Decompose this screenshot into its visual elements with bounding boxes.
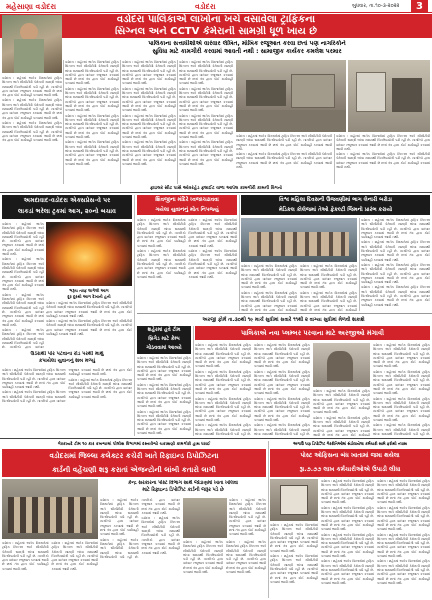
bottom-left-subhead [100,480,266,496]
lead-photo-signals [348,60,430,132]
medical-headline-1: વિશ્વ મહિલા દિવસની ઉજવણીમાં ભાગ લેનારી બરોડા [279,197,392,203]
fireman-headline-2: બ્રિગેડ માટે કેમ્પ [148,336,180,342]
temple-headline-1: શિવજીના મંદિરે ધ્વજાચઢાવવા [155,197,219,203]
bottom-right-headline-2: રૂા.૭.૭૭ લાખ કર્મચારીઓએ ઉપાડી લીધા [299,466,401,473]
lead-body-col-5: વડોદરા : શહેરમાં અનેક વિસ્તારોમાં ટ્રાફિક સિગ્નલ અને સીસીટીવી કેમેરાની સામગ્રી લાંબા સમયથી બિનઉપયોગી પડી રહી છે. નાગરિકો દ્વારા વારંવાર રજૂઆત કરવામાં આવી છે છતાં તંત્ર દ્વારા કોઈ કાર્યવાહી કરવામાં આવી નથી. વડોદરા : શહેરમાં અનેક વિસ્તારોમાં ટ્રાફિક સિગ્નલ અને સીસીટીવી કેમેરાની સામગ્રી લાંબા સમયથી બિનઉપયોગી પડી રહી છે. નાગરિકો દ્વારા વારંવાર રજૂઆત કરવામાં આવી છે છતાં તંત્ર દ્વારા કોઈ કાર્યવાહી કરવામાં આવી નથી. [236,134,332,170]
bottom-left-subhead-2: માટે રિફાઇન્ડ ડિપોઝિટ કાર્ડની જરૂર પડે છે [142,488,224,493]
fire-caption-1: ભરૂચ તરફ લાગેલી આગ [69,288,109,293]
bottom-left-body-col-4: વડોદરા : શહેરમાં અનેક વિસ્તારોમાં ટ્રાફિક સિગ્નલ અને સીસીટીવી કેમેરાની સામગ્રી લાંબા સમયથી બિનઉપયોગી પડી રહી છે. નાગરિકો દ્વારા વારંવાર રજૂઆત કરવામાં આવી છે છતાં તંત્ર દ્વારા કોઈ કાર્યવાહી કરવામાં આવી નથી. [229,498,266,537]
lead-body-col-2: વડોદરા : શહેરમાં અનેક વિસ્તારોમાં ટ્રાફિક સિગ્નલ અને સીસીટીવી કેમેરાની સામગ્રી લાંબા સમયથી બિનઉપયોગી પડી રહી છે. નાગરિકો દ્વારા વારંવાર રજૂઆત કરવામાં આવી છે છતાં તંત્ર દ્વારા કોઈ કાર્યવાહી કરવામાં આવી નથી. વડોદરા : શહેરમાં અનેક વિસ્તારોમાં ટ્રાફિક સિગ્નલ અને સીસીટીવી કેમેરાની સામગ્રી લાંબા સમયથી બિનઉપયોગી પડી રહી છે. નાગરિકો દ્વારા વારંવાર રજૂઆત કરવામાં આવી છે છતાં તંત્ર દ્વારા કોઈ કાર્યવાહી કરવામાં આવી નથી. વડોદરા : શહેરમાં અનેક વિસ્તારોમાં ટ્રાફિક સિગ્નલ અને સીસીટીવી કેમેરાની સામગ્રી લાંબા સમયથી બિનઉપયોગી પડી રહી છે. નાગરિકો દ્વારા વારંવાર રજૂઆત કરવામાં આવી છે છતાં તંત્ર દ્વારા કોઈ કાર્યવાહી કરવામાં આવી નથી. વડોદરા : શહેરમાં અનેક વિસ્તારોમાં ટ્રાફિક સિગ્નલ અને સીસીટીવી કેમેરાની સામગ્રી લાંબા સમયથી બિનઉપયોગી પડી રહી છે. નાગરિકો દ્વારા વારંવાર રજૂઆત કરવામાં આવી છે છતાં તંત્ર દ્વારા કોઈ કાર્યવાહી કરવામાં આવી નથી. [65,60,119,166]
lead-photo-officer [2,15,62,73]
temple-body: વડોદરા : શહેરમાં અનેક વિસ્તારોમાં ટ્રાફિક સિગ્નલ અને સીસીટીવી કેમેરાની સામગ્રી લાંબા સમયથી બિનઉપયોગી પડી રહી છે. નાગરિકો દ્વારા વારંવાર રજૂઆત કરવામાં આવી છે છતાં તંત્ર દ્વારા કોઈ કાર્યવાહી કરવામાં આવી નથી. વડોદરા : શહેરમાં અનેક વિસ્તારોમાં ટ્રાફિક સિગ્નલ અને સીસીટીવી કેમેરાની સામગ્રી લાંબા સમયથી બિનઉપયોગી પડી રહી છે. નાગરિકો દ્વારા વારંવાર રજૂઆત કરવામાં આવી છે છતાં તંત્ર દ્વારા કોઈ કાર્યવાહી કરવામાં આવી નથી. વડોદરા : શહેરમાં અનેક વિસ્તારોમાં ટ્રાફિક સિગ્નલ અને સીસીટીવી કેમેરાની સામગ્રી લાંબા સમયથી બિનઉપયોગી પડી રહી છે. નાગરિકો દ્વારા વારંવાર રજૂઆત કરવામાં આવી છે છતાં તંત્ર દ્વારા કોઈ કાર્યવાહી કરવામાં આવી નથી. વડોદરા : શહેરમાં અનેક વિસ્તારોમાં ટ્રાફિક સિગ્નલ અને સીસીટીવી કેમેરાની સામગ્રી લાંબા સમયથી બિનઉપયોગી પડી રહી છે. નાગરિકો દ્વારા વારંવાર રજૂઆત કરવામાં આવી છે છતાં તંત્ર દ્વારા કોઈ કાર્યવાહી કરવામાં આવી નથી. [137,218,237,279]
bottom-left-subhead-1: કેન્દ્ર સરકારના પોસ્ટ વિભાગ સાથે જોડાણમાં ખાતા ખોલવા [128,481,238,486]
bottom-left-headline-box [2,449,266,477]
fire-headline-box [2,195,132,219]
lead-subhead [64,40,430,58]
masthead-center: વડોદરા [195,2,216,11]
temple-headline-box [137,195,237,215]
medical-headline-box [241,195,430,215]
bottom-left-headline-1: વડોદરામાં જિલ્લા કલેક્ટર કચેરી ખાતે રિફાઇન્ડ ડિપોઝિટના [49,451,219,460]
bottom-right-body-col-3: વડોદરા : શહેરમાં અનેક વિસ્તારોમાં ટ્રાફિક સિગ્નલ અને સીસીટીવી કેમેરાની સામગ્રી લાંબા સમયથી બિનઉપયોગી પડી રહી છે. નાગરિકો દ્વારા વારંવાર રજૂઆત કરવામાં આવી છે છતાં તંત્ર દ્વારા કોઈ કાર્યવાહી કરવામાં આવી નથી. વડોદરા : શહેરમાં અનેક વિસ્તારોમાં ટ્રાફિક સિગ્નલ અને સીસીટીવી કેમેરાની સામગ્રી લાંબા સમયથી બિનઉપયોગી પડી રહી છે. નાગરિકો દ્વારા વારંવાર રજૂઆત કરવામાં આવી છે છતાં તંત્ર દ્વારા કોઈ કાર્યવાહી કરવામાં આવી નથી. વડોદરા : શહેરમાં અનેક વિસ્તારોમાં ટ્રાફિક સિગ્નલ અને સીસીટીવી કેમેરાની સામગ્રી લાંબા સમયથી બિનઉપયોગી પડી રહી છે. નાગરિકો દ્વારા વારંવાર રજૂઆત કરવામાં આવી છે છતાં તંત્ર દ્વારા કોઈ કાર્યવાહી કરવામાં આવી નથી. વડોદરા : શહેરમાં અનેક વિસ્તારોમાં ટ્રાફિક સિગ્નલ અને સીસીટીવી કેમેરાની સામગ્રી લાંબા સમયથી બિનઉપયોગી પડી રહી છે. નાગરિકો દ્વારા વારંવાર રજૂઆત કરવામાં આવી છે છતાં તંત્ર દ્વારા કોઈ કાર્યવાહી કરવામાં આવી નથી. [377,479,430,585]
plumber-photo [313,343,370,387]
lead-body-col-1: વડોદરા : શહેરમાં અનેક વિસ્તારોમાં ટ્રાફિક સિગ્નલ અને સીસીટીવી કેમેરાની સામગ્રી લાંબા સમયથી બિનઉપયોગી પડી રહી છે. નાગરિકો દ્વારા વારંવાર રજૂઆત કરવામાં આવી છે છતાં તંત્ર દ્વારા કોઈ કાર્યવાહી કરવામાં આવી નથી. વડોદરા : શહેરમાં અનેક વિસ્તારોમાં ટ્રાફિક સિગ્નલ અને સીસીટીવી કેમેરાની સામગ્રી લાંબા સમયથી બિનઉપયોગી પડી રહી છે. નાગરિકો દ્વારા વારંવાર રજૂઆત કરવામાં આવી છે છતાં તંત્ર દ્વારા કોઈ કાર્યવાહી કરવામાં આવી નથી. વડોદરા : શહેરમાં અનેક વિસ્તારોમાં ટ્રાફિક સિગ્નલ અને સીસીટીવી કેમેરાની સામગ્રી લાંબા સમયથી બિનઉપયોગી પડી રહી છે. નાગરિકો દ્વારા વારંવાર રજૂઆત કરવામાં આવી છે છતાં તંત્ર દ્વારા કોઈ કાર્યવાહી કરવામાં આવી નથી. [2,76,62,143]
lead-subhead-2: સુવિધા માટે કામગીરી કરવામાં આવતી નથી : સામાજીક કાર્યકર કમલેશ પરમાર [152,48,342,55]
bottom-left-body-col-2: વડોદરા : શહેરમાં અનેક વિસ્તારોમાં ટ્રાફિક સિગ્નલ અને સીસીટીવી કેમેરાની સામગ્રી લાંબા સમયથી બિનઉપયોગી પડી રહી છે. નાગરિકો દ્વારા વારંવાર રજૂઆત કરવામાં આવી છે છતાં તંત્ર દ્વારા કોઈ કાર્યવાહી કરવામાં આવી નથી. વડોદરા : શહેરમાં અનેક વિસ્તારોમાં ટ્રાફિક સિગ્નલ અને સીસીટીવી કેમેરાની સામગ્રી લાંબા સમયથી બિનઉપયોગી પડી રહી છે. નાગરિકો દ્વારા વારંવાર રજૂઆત કરવામાં આવી છે છતાં તંત્ર દ્વારા કોઈ કાર્યવાહી કરવામાં આવી નથી. વડોદરા : શહેરમાં અનેક વિસ્તારોમાં ટ્રાફિક સિગ્નલ અને સીસીટીવી કેમેરાની સામગ્રી લાંબા સમયથી બિનઉપયોગી પડી રહી છે. નાગરિકો દ્વારા વારંવાર રજૂઆત કરવામાં આવી છે છતાં તંત્ર દ્વારા કોઈ કાર્યવાહી કરવામાં આવી નથી. [100,498,180,559]
plumber-body-col-1: વડોદરા : શહેરમાં અનેક વિસ્તારોમાં ટ્રાફિક સિગ્નલ અને સીસીટીવી કેમેરાની સામગ્રી લાંબા સમયથી બિનઉપયોગી પડી રહી છે. નાગરિકો દ્વારા વારંવાર રજૂઆત કરવામાં આવી છે છતાં તંત્ર દ્વારા કોઈ કાર્યવાહી કરવામાં આવી નથી. વડોદરા : શહેરમાં અનેક વિસ્તારોમાં ટ્રાફિક સિગ્નલ અને સીસીટીવી કેમેરાની સામગ્રી લાંબા સમયથી બિનઉપયોગી પડી રહી છે. નાગરિકો દ્વારા વારંવાર રજૂઆત કરવામાં આવી છે છતાં તંત્ર દ્વારા કોઈ કાર્યવાહી કરવામાં આવી નથી. વડોદરા : શહેરમાં અનેક વિસ્તારોમાં ટ્રાફિક સિગ્નલ અને સીસીટીવી કેમેરાની સામગ્રી લાંબા સમયથી બિનઉપયોગી પડી રહી છે. નાગરિકો દ્વારા વારંવાર રજૂઆત કરવામાં આવી છે છતાં તંત્ર દ્વારા કોઈ કાર્યવાહી કરવામાં આવી નથી. વડોદરા : શહેરમાં અનેક વિસ્તારોમાં ટ્રાફિક સિગ્નલ અને સીસીટીવી કેમેરાની સામગ્રી લાંબા સમયથી બિનઉપયોગી પડી રહી છે. [195,343,251,436]
bottom-right-headline-1: પોસ્ટ ઓફિસના બંધ ખાતામાં જમા થયેલા [300,452,400,459]
fire-sub-body: વડોદરા : શહેરમાં અનેક વિસ્તારોમાં ટ્રાફિક સિગ્નલ અને સીસીટીવી કેમેરાની સામગ્રી લાંબા સમયથી બિનઉપયોગી પડી રહી છે. નાગરિકો દ્વારા વારંવાર રજૂઆત કરવામાં આવી છે છતાં તંત્ર દ્વારા કોઈ કાર્યવાહી કરવામાં આવી નથી. વડોદરા : શહેરમાં અનેક વિસ્તારોમાં ટ્રાફિક સિગ્નલ અને સીસીટીવી કેમેરાની સામગ્રી લાંબા સમયથી બિનઉપયોગી પડી રહી છે. નાગરિકો દ્વારા વારંવાર રજૂઆત કરવામાં આવી છે છતાં તંત્ર દ્વારા કોઈ કાર્યવાહી કરવામાં આવી નથી. વડોદરા : શહેરમાં અનેક વિસ્તારોમાં ટ્રાફિક સિગ્નલ અને સીસીટીવી કેમેરાની સામગ્રી લાંબા સમયથી બિનઉપયોગી પડી રહી છે. નાગરિકો દ્વારા વારંવાર રજૂઆત કરવામાં આવી છે છતાં તંત્ર દ્વારા કોઈ કાર્યવાહી કરવામાં આવી નથી. [2,368,132,404]
bottom-right-body-col-1: વડોદરા : શહેરમાં અનેક વિસ્તારોમાં ટ્રાફિક સિગ્નલ અને સીસીટીવી કેમેરાની સામગ્રી લાંબા સમયથી બિનઉપયોગી પડી રહી છે. નાગરિકો દ્વારા વારંવાર રજૂઆત કરવામાં આવી છે છતાં તંત્ર દ્વારા કોઈ કાર્યવાહી કરવામાં આવી નથી. વડોદરા : શહેરમાં અનેક વિસ્તારોમાં ટ્રાફિક સિગ્નલ અને સીસીટીવી કેમેરાની સામગ્રી લાંબા સમયથી બિનઉપયોગી પડી રહી છે. નાગરિકો દ્વારા વારંવાર રજૂઆત કરવામાં આવી છે છતાં તંત્ર દ્વારા કોઈ કાર્યવાહી કરવામાં આવી નથી. [270,523,318,584]
medical-body-col-1: વડોદરા : શહેરમાં અનેક વિસ્તારોમાં ટ્રાફિક સિગ્નલ અને સીસીટીવી કેમેરાની સામગ્રી લાંબા સમયથી બિનઉપયોગી પડી રહી છે. નાગરિકો દ્વારા વારંવાર રજૂઆત કરવામાં આવી છે છતાં તંત્ર દ્વારા કોઈ કાર્યવાહી કરવામાં આવી નથી. વડોદરા : શહેરમાં અનેક વિસ્તારોમાં ટ્રાફિક સિગ્નલ અને સીસીટીવી કેમેરાની સામગ્રી લાંબા સમયથી બિનઉપયોગી પડી રહી છે. નાગરિકો દ્વારા વારંવાર રજૂઆત કરવામાં આવી છે છતાં તંત્ર દ્વારા કોઈ કાર્યવાહી [241,264,297,311]
plumber-body-col-4: વડોદરા : શહેરમાં અનેક વિસ્તારોમાં ટ્રાફિક સિગ્નલ અને સીસીટીવી કેમેરાની સામગ્રી લાંબા સમયથી બિનઉપયોગી પડી રહી છે. નાગરિકો દ્વારા વારંવાર રજૂઆત કરવામાં આવી છે છતાં તંત્ર દ્વારા કોઈ કાર્યવાહી કરવામાં આવી નથી. વડોદરા : શહેરમાં અનેક વિસ્તારોમાં ટ્રાફિક સિગ્નલ અને સીસીટીવી કેમેરાની સામગ્રી લાંબા સમયથી બિનઉપયોગી પડી રહી છે. નાગરિકો દ્વારા વારંવાર રજૂઆત કરવામાં આવી છે છતાં તંત્ર દ્વારા કોઈ કાર્યવાહી કરવામાં આવી નથી. વડોદરા : શહેરમાં અનેક વિસ્તારોમાં ટ્રાફિક સિગ્નલ અને સીસીટીવી કેમેરાની સામગ્રી લાંબા સમયથી બિનઉપયોગી પડી રહી છે. નાગરિકો દ્વારા વારંવાર રજૂઆત કરવામાં આવી છે છતાં તંત્ર દ્વારા કોઈ કાર્યવાહી કરવામાં આવી નથી. વડોદરા : શહેરમાં અનેક વિસ્તારોમાં ટ્રાફિક સિગ્નલ અને સીસીટીવી કેમેરાની સામગ્રી લાંબા સમયથી બિનઉપયોગી પડી રહી છે. [373,343,430,436]
plumber-headline: પાલિકાએ નવા પ્લમ્બર પરવાના માટે અરજીઓ મંગાવી [241,329,384,337]
lead-caption: ફાઇલર સીટ પાસે ઓવરહેડ ફ્લાઈટ વાળા આપેલ કામગીરી કામની વિગતો [150,186,282,191]
fireman-headline-box [137,326,191,354]
medical-photo-group [241,218,357,262]
temple-headline-2: ગયેલા યુવાનનું મોત નિપજ્યું [155,207,219,213]
bottom-left-photo-2 [183,498,227,538]
fire-sub-headline [2,351,132,367]
banner-strip: અરજી ફોર્મ તા.૩૦થી ૧૯ માર્ચ સુધીમાં સવારે ૧૧થી ૨ વાગ્યા સુધીમાં મેળવી શકાશે [202,317,365,323]
lead-body-col-3: વડોદરા : શહેરમાં અનેક વિસ્તારોમાં ટ્રાફિક સિગ્નલ અને સીસીટીવી કેમેરાની સામગ્રી લાંબા સમયથી બિનઉપયોગી પડી રહી છે. નાગરિકો દ્વારા વારંવાર રજૂઆત કરવામાં આવી છે છતાં તંત્ર દ્વારા કોઈ કાર્યવાહી કરવામાં આવી નથી. વડોદરા : શહેરમાં અનેક વિસ્તારોમાં ટ્રાફિક સિગ્નલ અને સીસીટીવી કેમેરાની સામગ્રી લાંબા સમયથી બિનઉપયોગી પડી રહી છે. નાગરિકો દ્વારા વારંવાર રજૂઆત કરવામાં આવી છે છતાં તંત્ર દ્વારા કોઈ કાર્યવાહી કરવામાં આવી નથી. વડોદરા : શહેરમાં અનેક વિસ્તારોમાં ટ્રાફિક સિગ્નલ અને સીસીટીવી કેમેરાની સામગ્રી લાંબા સમયથી બિનઉપયોગી પડી રહી છે. નાગરિકો દ્વારા વારંવાર રજૂઆત કરવામાં આવી છે છતાં તંત્ર દ્વારા કોઈ કાર્યવાહી કરવામાં આવી નથી. વડોદરા : શહેરમાં અનેક વિસ્તારોમાં ટ્રાફિક સિગ્નલ અને સીસીટીવી કેમેરાની સામગ્રી લાંબા સમયથી બિનઉપયોગી પડી રહી છે. નાગરિકો દ્વારા વારંવાર રજૂઆત કરવામાં આવી છે છતાં તંત્ર દ્વારા કોઈ કાર્યવાહી કરવામાં આવી નથી. [122,60,176,166]
fire-sub-1: ઉંડેરાથી પોર પટવાના રોડ પરથી માથું [30,351,104,357]
page-number: 3 [411,0,428,13]
medical-body-col-2: વડોદરા : શહેરમાં અનેક વિસ્તારોમાં ટ્રાફિક સિગ્નલ અને સીસીટીવી કેમેરાની સામગ્રી લાંબા સમયથી બિનઉપયોગી પડી રહી છે. નાગરિકો દ્વારા વારંવાર રજૂઆત કરવામાં આવી છે છતાં તંત્ર દ્વારા કોઈ કાર્યવાહી કરવામાં આવી નથી. વડોદરા : શહેરમાં અનેક વિસ્તારોમાં ટ્રાફિક સિગ્નલ અને સીસીટીવી કેમેરાની સામગ્રી લાંબા સમયથી બિનઉપયોગી પડી રહી છે. નાગરિકો દ્વારા વારંવાર રજૂઆત કરવામાં આવી છે છતાં તંત્ર દ્વારા કોઈ કાર્યવાહી [300,264,357,311]
bottom-left-body-col-1: વડોદરા : શહેરમાં અનેક વિસ્તારોમાં ટ્રાફિક સિગ્નલ અને સીસીટીવી કેમેરાની સામગ્રી લાંબા સમયથી બિનઉપયોગી પડી રહી છે. નાગરિકો દ્વારા વારંવાર રજૂઆત કરવામાં આવી છે છતાં તંત્ર દ્વારા કોઈ કાર્યવાહી કરવામાં આવી નથી. વડોદરા : શહેરમાં અનેક વિસ્તારોમાં ટ્રાફિક સિગ્નલ અને સીસીટીવી કેમેરાની સામગ્રી લાંબા સમયથી બિનઉપયોગી પડી રહી છે. નાગરિકો દ્વારા વારંવાર રજૂઆત કરવામાં આવી છે છતાં તંત્ર દ્વારા કોઈ કાર્યવાહી કરવામાં આવી નથી. [2,541,98,571]
fireman-headline-1: શહેરમાં હવે ટીમ [147,327,181,333]
lead-body-col-6: વડોદરા : શહેરમાં અનેક વિસ્તારોમાં ટ્રાફિક સિગ્નલ અને સીસીટીવી કેમેરાની સામગ્રી લાંબા સમયથી બિનઉપયોગી પડી રહી છે. નાગરિકો દ્વારા વારંવાર રજૂઆત કરવામાં આવી છે છતાં તંત્ર દ્વારા કોઈ કાર્યવાહી કરવામાં આવી નથી. વડોદરા : શહેરમાં અનેક વિસ્તારોમાં ટ્રાફિક સિગ્નલ અને સીસીટીવી કેમેરાની સામગ્રી લાંબા સમયથી બિનઉપયોગી પડી રહી છે. નાગરિકો દ્વારા વારંવાર રજૂઆત કરવામાં આવી છે છતાં તંત્ર દ્વારા કોઈ કાર્યવાહી કરવામાં આવી નથી. [336,134,430,170]
bottom-right-kicker: અગાઉ પણ ડિપોઝિટ ગેરરીતિઓમાં સંડોવાયેલા કર્મચારી સામે ફરીથી તપાસ [293,441,407,446]
bottom-right-body-col-2: વડોદરા : શહેરમાં અનેક વિસ્તારોમાં ટ્રાફિક સિગ્નલ અને સીસીટીવી કેમેરાની સામગ્રી લાંબા સમયથી બિનઉપયોગી પડી રહી છે. નાગરિકો દ્વારા વારંવાર રજૂઆત કરવામાં આવી છે છતાં તંત્ર દ્વારા કોઈ કાર્યવાહી કરવામાં આવી નથી. વડોદરા : શહેરમાં અનેક વિસ્તારોમાં ટ્રાફિક સિગ્નલ અને સીસીટીવી કેમેરાની સામગ્રી લાંબા સમયથી બિનઉપયોગી પડી રહી છે. નાગરિકો દ્વારા વારંવાર રજૂઆત કરવામાં આવી છે છતાં તંત્ર દ્વારા કોઈ કાર્યવાહી કરવામાં આવી નથી. વડોદરા : શહેરમાં અનેક વિસ્તારોમાં ટ્રાફિક સિગ્નલ અને સીસીટીવી કેમેરાની સામગ્રી લાંબા સમયથી બિનઉપયોગી પડી રહી છે. નાગરિકો દ્વારા વારંવાર રજૂઆત કરવામાં આવી છે છતાં તંત્ર દ્વારા કોઈ કાર્યવાહી કરવામાં આવી નથી. વડોદરા : શહેરમાં અનેક વિસ્તારોમાં ટ્રાફિક સિગ્નલ અને સીસીટીવી કેમેરાની સામગ્રી લાંબા સમયથી બિનઉપયોગી પડી રહી છે. નાગરિકો દ્વારા વારંવાર રજૂઆત કરવામાં આવી છે છતાં તંત્ર દ્વારા કોઈ કાર્યવાહી કરવામાં આવી નથી. [321,479,374,585]
lead-photo-equipment [236,60,346,132]
bottom-right-photo [270,479,318,521]
plumber-headline-box [195,326,430,340]
lead-body-col-4: વડોદરા : શહેરમાં અનેક વિસ્તારોમાં ટ્રાફિક સિગ્નલ અને સીસીટીવી કેમેરાની સામગ્રી લાંબા સમયથી બિનઉપયોગી પડી રહી છે. નાગરિકો દ્વારા વારંવાર રજૂઆત કરવામાં આવી છે છતાં તંત્ર દ્વારા કોઈ કાર્યવાહી કરવામાં આવી નથી. વડોદરા : શહેરમાં અનેક વિસ્તારોમાં ટ્રાફિક સિગ્નલ અને સીસીટીવી કેમેરાની સામગ્રી લાંબા સમયથી બિનઉપયોગી પડી રહી છે. નાગરિકો દ્વારા વારંવાર રજૂઆત કરવામાં આવી છે છતાં તંત્ર દ્વારા કોઈ કાર્યવાહી કરવામાં આવી નથી. વડોદરા : શહેરમાં અનેક વિસ્તારોમાં ટ્રાફિક સિગ્નલ અને સીસીટીવી કેમેરાની સામગ્રી લાંબા સમયથી બિનઉપયોગી પડી રહી છે. નાગરિકો દ્વારા વારંવાર રજૂઆત કરવામાં આવી છે છતાં તંત્ર દ્વારા કોઈ કાર્યવાહી કરવામાં આવી નથી. વડોદરા : શહેરમાં અનેક વિસ્તારોમાં ટ્રાફિક સિગ્નલ અને સીસીટીવી કેમેરાની સામગ્રી લાંબા સમયથી બિનઉપયોગી પડી રહી છે. નાગરિકો દ્વારા વારંવાર રજૂઆત કરવામાં આવી છે છતાં તંત્ર દ્વારા કોઈ કાર્યવાહી કરવામાં આવી નથી. [179,60,233,166]
lead-headline-1: વડોદરા પાલિકાએ લાખોના ખર્ચે વસાવેલા ટ્રાફિકના [116,14,316,25]
masthead-left: મહેસાણા વડોદરા [6,2,57,11]
fireman-body: વડોદરા : શહેરમાં અનેક વિસ્તારોમાં ટ્રાફિક સિગ્નલ અને સીસીટીવી કેમેરાની સામગ્રી લાંબા સમયથી બિનઉપયોગી પડી રહી છે. નાગરિકો દ્વારા વારંવાર રજૂઆત કરવામાં આવી છે છતાં તંત્ર દ્વારા કોઈ કાર્યવાહી કરવામાં આવી નથી. વડોદરા : શહેરમાં અનેક વિસ્તારોમાં ટ્રાફિક સિગ્નલ અને સીસીટીવી કેમેરાની સામગ્રી લાંબા સમયથી બિનઉપયોગી પડી રહી છે. નાગરિકો દ્વારા વારંવાર રજૂઆત કરવામાં આવી છે છતાં તંત્ર દ્વારા કોઈ કાર્યવાહી કરવામાં આવી નથી. વડોદરા : શહેરમાં અનેક વિસ્તારોમાં ટ્રાફિક સિગ્નલ અને સીસીટીવી કેમેરાની સામગ્રી લાંબા સમયથી બિનઉપયોગી પડી રહી છે. નાગરિકો દ્વારા વારંવાર રજૂઆત કરવામાં આવી છે છતાં તંત્ર દ્વારા કોઈ કાર્યવાહી કરવામાં આવી નથી. [137,356,191,436]
bottom-left-body-col-3: વડોદરા : શહેરમાં અનેક વિસ્તારોમાં ટ્રાફિક સિગ્નલ અને સીસીટીવી કેમેરાની સામગ્રી લાંબા સમયથી બિનઉપયોગી પડી રહી છે. નાગરિકો દ્વારા વારંવાર રજૂઆત કરવામાં આવી છે છતાં તંત્ર દ્વારા કોઈ કાર્યવાહી કરવામાં આવી નથી. વડોદરા : શહેરમાં અનેક વિસ્તારોમાં ટ્રાફિક સિગ્નલ અને સીસીટીવી કેમેરાની સામગ્રી લાંબા સમયથી બિનઉપયોગી પડી રહી છે. નાગરિકો દ્વારા વારંવાર રજૂઆત કરવામાં આવી છે છતાં તંત્ર દ્વારા કોઈ કાર્યવાહી કરવામાં આવી નથી. [183,540,266,575]
fire-body-col-2: વડોદરા : શહેરમાં અનેક વિસ્તારોમાં ટ્રાફિક સિગ્નલ અને સીસીટીવી કેમેરાની સામગ્રી લાંબા સમયથી બિનઉપયોગી પડી રહી છે. નાગરિકો દ્વારા વારંવાર રજૂઆત કરવામાં આવી છે છતાં તંત્ર દ્વારા કોઈ કાર્યવાહી કરવામાં આવી નથી. વડોદરા : શહેરમાં અનેક વિસ્તારોમાં ટ્રાફિક સિગ્નલ અને સીસીટીવી કેમેરાની સામગ્રી લાંબા સમયથી બિનઉપયોગી પડી રહી છે. નાગરિકો દ્વારા વારંવાર રજૂઆત કરવામાં આવી છે છતાં તંત્ર દ્વારા કોઈ કાર્યવાહી કરવામાં આવી નથી. [46,301,132,337]
fire-photo [46,222,132,286]
medical-headline-2: મેડિકલ કોલેજમાં તેઓ ફેકલ્ટી જિમનો પ્રારંભ કરાયો [278,207,393,213]
fire-sub-2: કપાયેલા યુવાનનું શબ મળ્યું [38,358,96,364]
lead-headline-2: સિગ્નલ અને CCTV કેમેરાની સામગ્રી ધૂળ ખાય છે [115,26,317,37]
lead-headline-box [0,14,432,38]
fire-headline-2: લાકડાં ભરેલા ટ્રકમાં આગ, ૨૦નો બચાવ [18,208,116,215]
fire-headline-1: અમદાવાદ-વડોદરા એક્સપ્રેસ-વે પર [23,197,111,204]
fire-caption-2: દૂર દૂરથી આગ દેખાતી હતી [67,294,111,299]
bottom-left-photo [2,479,98,539]
masthead-date: બુધવાર, તા.૧૦-૩-૨૦૨૨ [352,3,400,9]
bottom-right-headline-box [270,449,430,477]
bottom-left-kicker: ગેરકાયદે ટીમ ૧૦ કાર કબજામાં પોલીસ વિભાગમાં દસ્તાવેજો ચકાસણી કામગીરી હાથ ધરાઈ [57,441,211,446]
bottom-left-headline-2: કાર્ડની વહેંચણી શરૂ કરાતાં એજન્ટોની લાંબી કતારો લાગી [52,465,216,474]
plumber-body-col-2: વડોદરા : શહેરમાં અનેક વિસ્તારોમાં ટ્રાફિક સિગ્નલ અને સીસીટીવી કેમેરાની સામગ્રી લાંબા સમયથી બિનઉપયોગી પડી રહી છે. નાગરિકો દ્વારા વારંવાર રજૂઆત કરવામાં આવી છે છતાં તંત્ર દ્વારા કોઈ કાર્યવાહી કરવામાં આવી નથી. વડોદરા : શહેરમાં અનેક વિસ્તારોમાં ટ્રાફિક સિગ્નલ અને સીસીટીવી કેમેરાની સામગ્રી લાંબા સમયથી બિનઉપયોગી પડી રહી છે. નાગરિકો દ્વારા વારંવાર રજૂઆત કરવામાં આવી છે છતાં તંત્ર દ્વારા કોઈ કાર્યવાહી કરવામાં આવી નથી. વડોદરા : શહેરમાં અનેક વિસ્તારોમાં ટ્રાફિક સિગ્નલ અને સીસીટીવી કેમેરાની સામગ્રી લાંબા સમયથી બિનઉપયોગી પડી રહી છે. નાગરિકો દ્વારા વારંવાર રજૂઆત કરવામાં આવી છે છતાં તંત્ર દ્વારા કોઈ કાર્યવાહી કરવામાં આવી નથી. વડોદરા : શહેરમાં અનેક વિસ્તારોમાં ટ્રાફિક સિગ્નલ અને સીસીટીવી કેમેરાની સામગ્રી લાંબા સમયથી બિનઉપયોગી પડી રહી છે. [254,343,310,436]
medical-body-col-3: વડોદરા : શહેરમાં અનેક વિસ્તારોમાં ટ્રાફિક સિગ્નલ અને સીસીટીવી કેમેરાની સામગ્રી લાંબા સમયથી બિનઉપયોગી પડી રહી છે. નાગરિકો દ્વારા વારંવાર રજૂઆત કરવામાં આવી છે છતાં તંત્ર દ્વારા કોઈ કાર્યવાહી કરવામાં આવી નથી. વડોદરા : શહેરમાં અનેક વિસ્તારોમાં ટ્રાફિક સિગ્નલ અને સીસીટીવી કેમેરાની સામગ્રી લાંબા સમયથી બિનઉપયોગી પડી રહી છે. નાગરિકો દ્વારા વારંવાર રજૂઆત કરવામાં આવી છે છતાં તંત્ર દ્વારા કોઈ કાર્યવાહી કરવામાં આવી નથી. વડોદરા : શહેરમાં અનેક વિસ્તારોમાં ટ્રાફિક સિગ્નલ અને સીસીટીવી કેમેરાની સામગ્રી લાંબા સમયથી બિનઉપયોગી પડી રહી છે. નાગરિકો દ્વારા વારંવાર રજૂઆત કરવામાં આવી છે છતાં તંત્ર દ્વારા કોઈ કાર્યવાહી કરવામાં આવી નથી. વડોદરા : શહેરમાં અનેક વિસ્તારોમાં ટ્રાફિક સિગ્નલ અને સીસીટીવી કેમેરાની સામગ્રી લાંબા સમયથી બિનઉપયોગી પડી રહી છે. નાગરિકો દ્વારા વારંવાર રજૂઆત કરવામાં આવી છે છતાં તંત્ર દ્વારા કોઈ કાર્યવાહી કરવામાં આવી નથી. [361,218,430,307]
fireman-headline-3: ગોઠવવામાં આવ્યો [146,345,182,351]
fire-body-col-1: વડોદરા : શહેરમાં અનેક વિસ્તારોમાં ટ્રાફિક સિગ્નલ અને સીસીટીવી કેમેરાની સામગ્રી લાંબા સમયથી બિનઉપયોગી પડી રહી છે. નાગરિકો દ્વારા વારંવાર રજૂઆત કરવામાં આવી છે છતાં તંત્ર દ્વારા કોઈ કાર્યવાહી કરવામાં આવી નથી. વડોદરા : શહેરમાં અનેક વિસ્તારોમાં ટ્રાફિક સિગ્નલ અને સીસીટીવી કેમેરાની સામગ્રી લાંબા સમયથી બિનઉપયોગી પડી રહી છે. નાગરિકો દ્વારા વારંવાર રજૂઆત કરવામાં આવી છે છતાં તંત્ર દ્વારા કોઈ કાર્યવાહી કરવામાં આવી નથી. વડોદરા : શહેરમાં અનેક વિસ્તારોમાં ટ્રાફિક સિગ્નલ અને સીસીટીવી કેમેરાની સામગ્રી લાંબા સમયથી બિનઉપયોગી પડી રહી છે. નાગરિકો દ્વારા વારંવાર રજૂઆત કરવામાં આવી છે છતાં તંત્ર દ્વારા કોઈ કાર્યવાહી કરવામાં આવી નથી. વડોદરા : શહેરમાં અનેક વિસ્તારોમાં ટ્રાફિક સિગ્નલ અને સીસીટીવી કેમેરાની સામગ્રી લાંબા સમયથી બિનઉપયોગી પડી રહી છે. નાગરિકો દ્વારા વારંવાર [2,222,44,350]
lead-subhead-1: પાલિકાના સત્તાધીશોએ વારંવાર લેખિત, મૌખિક રજૂઆત કરવા છતાં પણ નાગરિકોને [148,40,346,47]
masthead [0,0,432,13]
plumber-body-col-3: વડોદરા : શહેરમાં અનેક વિસ્તારોમાં ટ્રાફિક સિગ્નલ અને સીસીટીવી કેમેરાની સામગ્રી લાંબા સમયથી બિનઉપયોગી પડી રહી છે. નાગરિકો દ્વારા વારંવાર રજૂઆત કરવામાં આવી છે છતાં તંત્ર દ્વારા કોઈ કાર્યવાહી કરવામાં આવી નથી. વડોદરા : શહેરમાં અનેક વિસ્તારોમાં ટ્રાફિક સિગ્નલ અને સીસીટીવી કેમેરાની સામગ્રી લાંબા સમયથી બિનઉપયોગી પડી રહી છે. નાગરિકો દ્વારા વારંવાર રજૂઆત કરવામાં આવી છે છતાં તંત્ર દ્વારા કોઈ કાર્યવાહી [313,389,370,436]
